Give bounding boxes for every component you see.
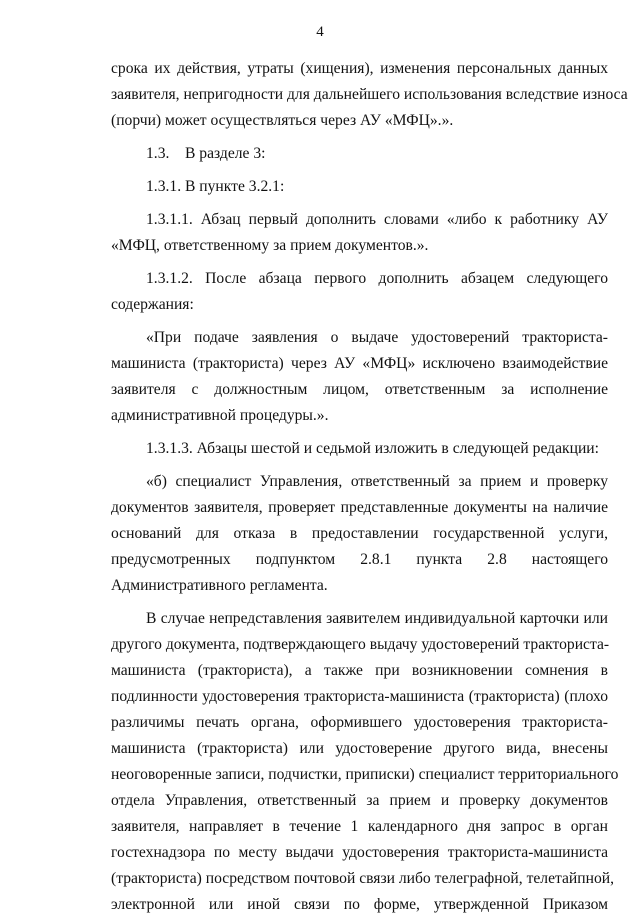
page-number: 4 (316, 24, 324, 40)
text-line: (тракториста) посредством почтовой связи либо телеграфной, телетайпной, (111, 870, 615, 887)
text-line: различимы печать органа, оформившего удостоверения тракториста- (111, 714, 608, 731)
text-line: электронной или иной связи по форме, утвержденной Приказом (111, 896, 608, 913)
text-line: заявителя с должностным лицом, ответственным за исполнение (111, 381, 608, 398)
text-line: неоговоренные записи, подчистки, приписки) специалист территориального (111, 766, 619, 783)
text-line: содержания: (111, 296, 194, 313)
paragraph-nonsubmission (111, 606, 619, 918)
text-line: документов заявителя, проверяет представленные документы на наличие (111, 499, 608, 516)
text-line: подлинности удостоверения тракториста-машиниста (тракториста) (плохо (111, 688, 608, 705)
text-line: 1.3.1.1. Абзац первый дополнить словами «либо к работнику АУ (146, 211, 608, 228)
paragraph-1-3-1-2 (111, 266, 608, 318)
text-line: 1.3.1.3. Абзацы шестой и седьмой изложить в следующей редакции: (146, 440, 599, 457)
text-line: «МФЦ, ответственному за прием документов.». (111, 237, 429, 254)
text-line: другого документа, подтверждающего выдачу удостоверений тракториста- (111, 636, 610, 653)
text-line: (порчи) может осуществляться через АУ «МФЦ».». (111, 112, 454, 129)
text-line: 1.3.1. В пункте 3.2.1: (146, 178, 285, 195)
text-line: срока их действия, утраты (хищения), изменения персональных данных (111, 60, 608, 77)
text-line: 1.3.1.2. После абзаца первого дополнить абзацем следующего (146, 270, 608, 287)
text-line: «б) специалист Управления, ответственный за прием и проверку (146, 473, 608, 490)
paragraph-1-3-1-3 (111, 436, 608, 462)
text-line: «При подаче заявления о выдаче удостоверений тракториста- (146, 329, 608, 346)
text-line: оснований для отказа в предоставлении государственной услуги, (111, 525, 608, 542)
text-line: административной процедуры.». (111, 407, 329, 424)
paragraph-section-3 (111, 141, 608, 167)
text-line: 1.3. В разделе 3: (146, 145, 266, 162)
text-line: заявителя, направляет в течение 1 календарного дня запрос в орган (111, 818, 608, 835)
text-line: В случае непредставления заявителем индивидуальной карточки или (146, 610, 608, 627)
text-line: отдела Управления, ответственный за прием и проверку документов (111, 792, 608, 809)
paragraph-quote-mfc (111, 325, 608, 429)
paragraph-continuation (111, 56, 628, 134)
text-line: Административного регламента. (111, 577, 328, 594)
paragraph-item-b (111, 469, 608, 599)
text-line: заявителя, непригодности для дальнейшего использования вследствие износа (111, 86, 628, 103)
text-line: машиниста (тракториста) или удостоверение другого вида, внесены (111, 740, 608, 757)
text-line: машиниста (тракториста) через АУ «МФЦ» исключено взаимодействие (111, 355, 608, 372)
document-body (111, 56, 628, 918)
paragraph-item-3-2-1 (111, 174, 608, 200)
paragraph-1-3-1-1 (111, 207, 608, 259)
text-line: гостехнадзора по месту выдачи удостоверения тракториста-машиниста (111, 844, 608, 861)
text-line: предусмотренных подпунктом 2.8.1 пункта 2.8 настоящего (111, 551, 608, 568)
text-line: машиниста (тракториста), а также при возникновении сомнения в (111, 662, 608, 679)
